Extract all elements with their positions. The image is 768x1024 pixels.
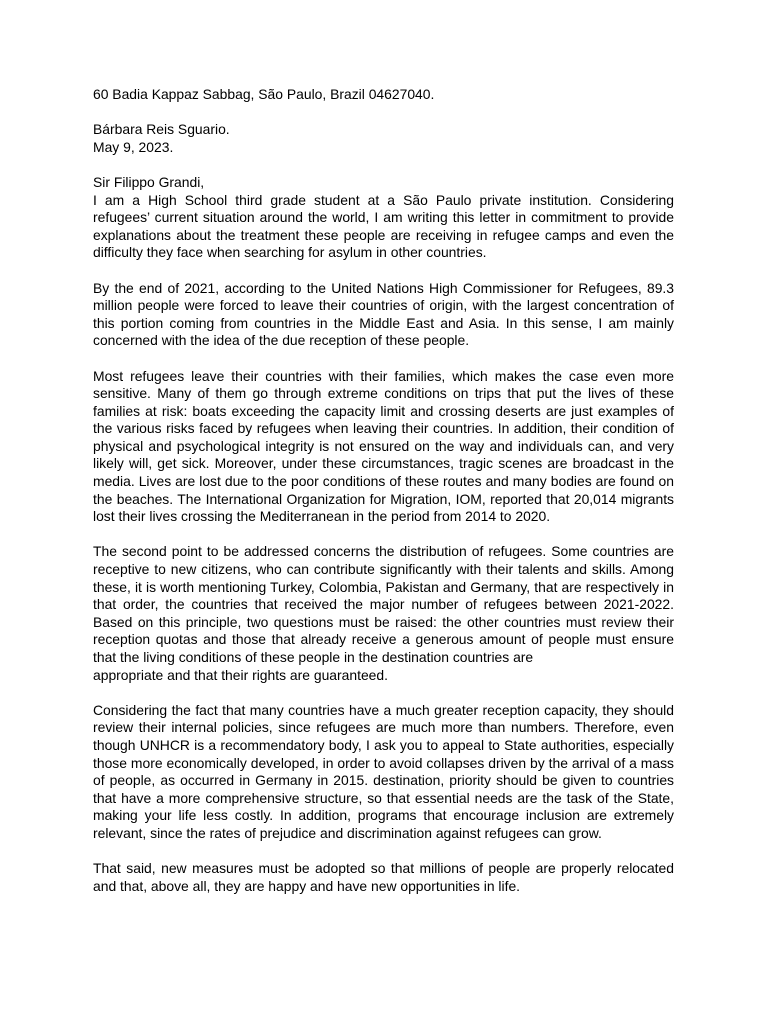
paragraph-conclusion: That said, new measures must be adopted so that millions of people are properly relocated and that, above all, they are happy and have new opportunities in life.	[93, 860, 674, 894]
paragraph-distribution-continued: appropriate and that their rights are guaranteed.	[93, 666, 388, 683]
sender-address: 60 Badia Kappaz Sabbag, São Paulo, Brazil 04627040.	[93, 86, 435, 102]
sender-name: Bárbara Reis Sguario.	[93, 121, 230, 138]
paragraph-risks: Most refugees leave their countries with their families, which makes the case even more sensitive. Many of them go through extreme conditions on trips that put the lives of these families at risk: boats exceeding the capacity limit and crossing deserts are just examples of the various risks faced by refugees when leaving their countries. In addition, their condition of physical and psychological integrity is not ensured on the way and individuals can, and very likely will, get sick. Moreover, under these circumstances, tragic scenes are broadcast in the media. Lives are lost due to the poor conditions of these routes and many bodies are found on the beaches. The International Organization for Migration, IOM, reported that 20,014 migrants lost their lives crossing the Mediterranean in the period from 2014 to 2020.	[93, 367, 674, 525]
paragraph-distribution: The second point to be addressed concerns the distribution of refugees. Some countries are receptive to new citizens, who can contribute significantly with their talents and skills. Among these, it is worth mentioning Turkey, Colombia, Pakistan and Germany, that are respectively in that order, the countries that received the major number of refugees between 2021-2022. Based on this principle, two questions must be raised: the other countries must review their reception quotas and those that already receive a generous amount of people must ensure that the living conditions of these people in the destination countries are	[93, 543, 674, 665]
paragraph-statistics: By the end of 2021, according to the United Nations High Commissioner for Refugees, 89.3 million people were forced to leave their countries of origin, with the largest concentration of this portion coming from countries in the Middle East and Asia. In this sense, I am mainly concerned with the idea of the due reception of these people.	[93, 279, 674, 349]
paragraph-policies: Considering the fact that many countries have a much greater reception capacity, they should review their internal policies, since refugees are much more than numbers. Therefore, even though UNHCR is a recommendatory body, I ask you to appeal to State authorities, especially those more economically developed, in order to avoid collapses driven by the arrival of a mass of people, as occurred in Germany in 2015. destination, priority should be given to countries that have a more comprehensive structure, so that essential needs are the task of the State, making your life less costly. In addition, programs that encourage inclusion are extremely relevant, since the rates of prejudice and discrimination against refugees can grow.	[93, 701, 674, 841]
letter-date: May 9, 2023.	[93, 138, 174, 155]
salutation: Sir Filippo Grandi,	[93, 173, 205, 190]
spacer	[93, 104, 674, 122]
paragraph-intro: I am a High School third grade student at a São Paulo private institution. Considering refugees’ current situation around the world, I am writing this letter in commitment to provide explanations about the treatment these people are receiving in refugee camps and even the difficulty they face when searching for asylum in other countries.	[93, 191, 674, 261]
spacer	[93, 156, 674, 174]
